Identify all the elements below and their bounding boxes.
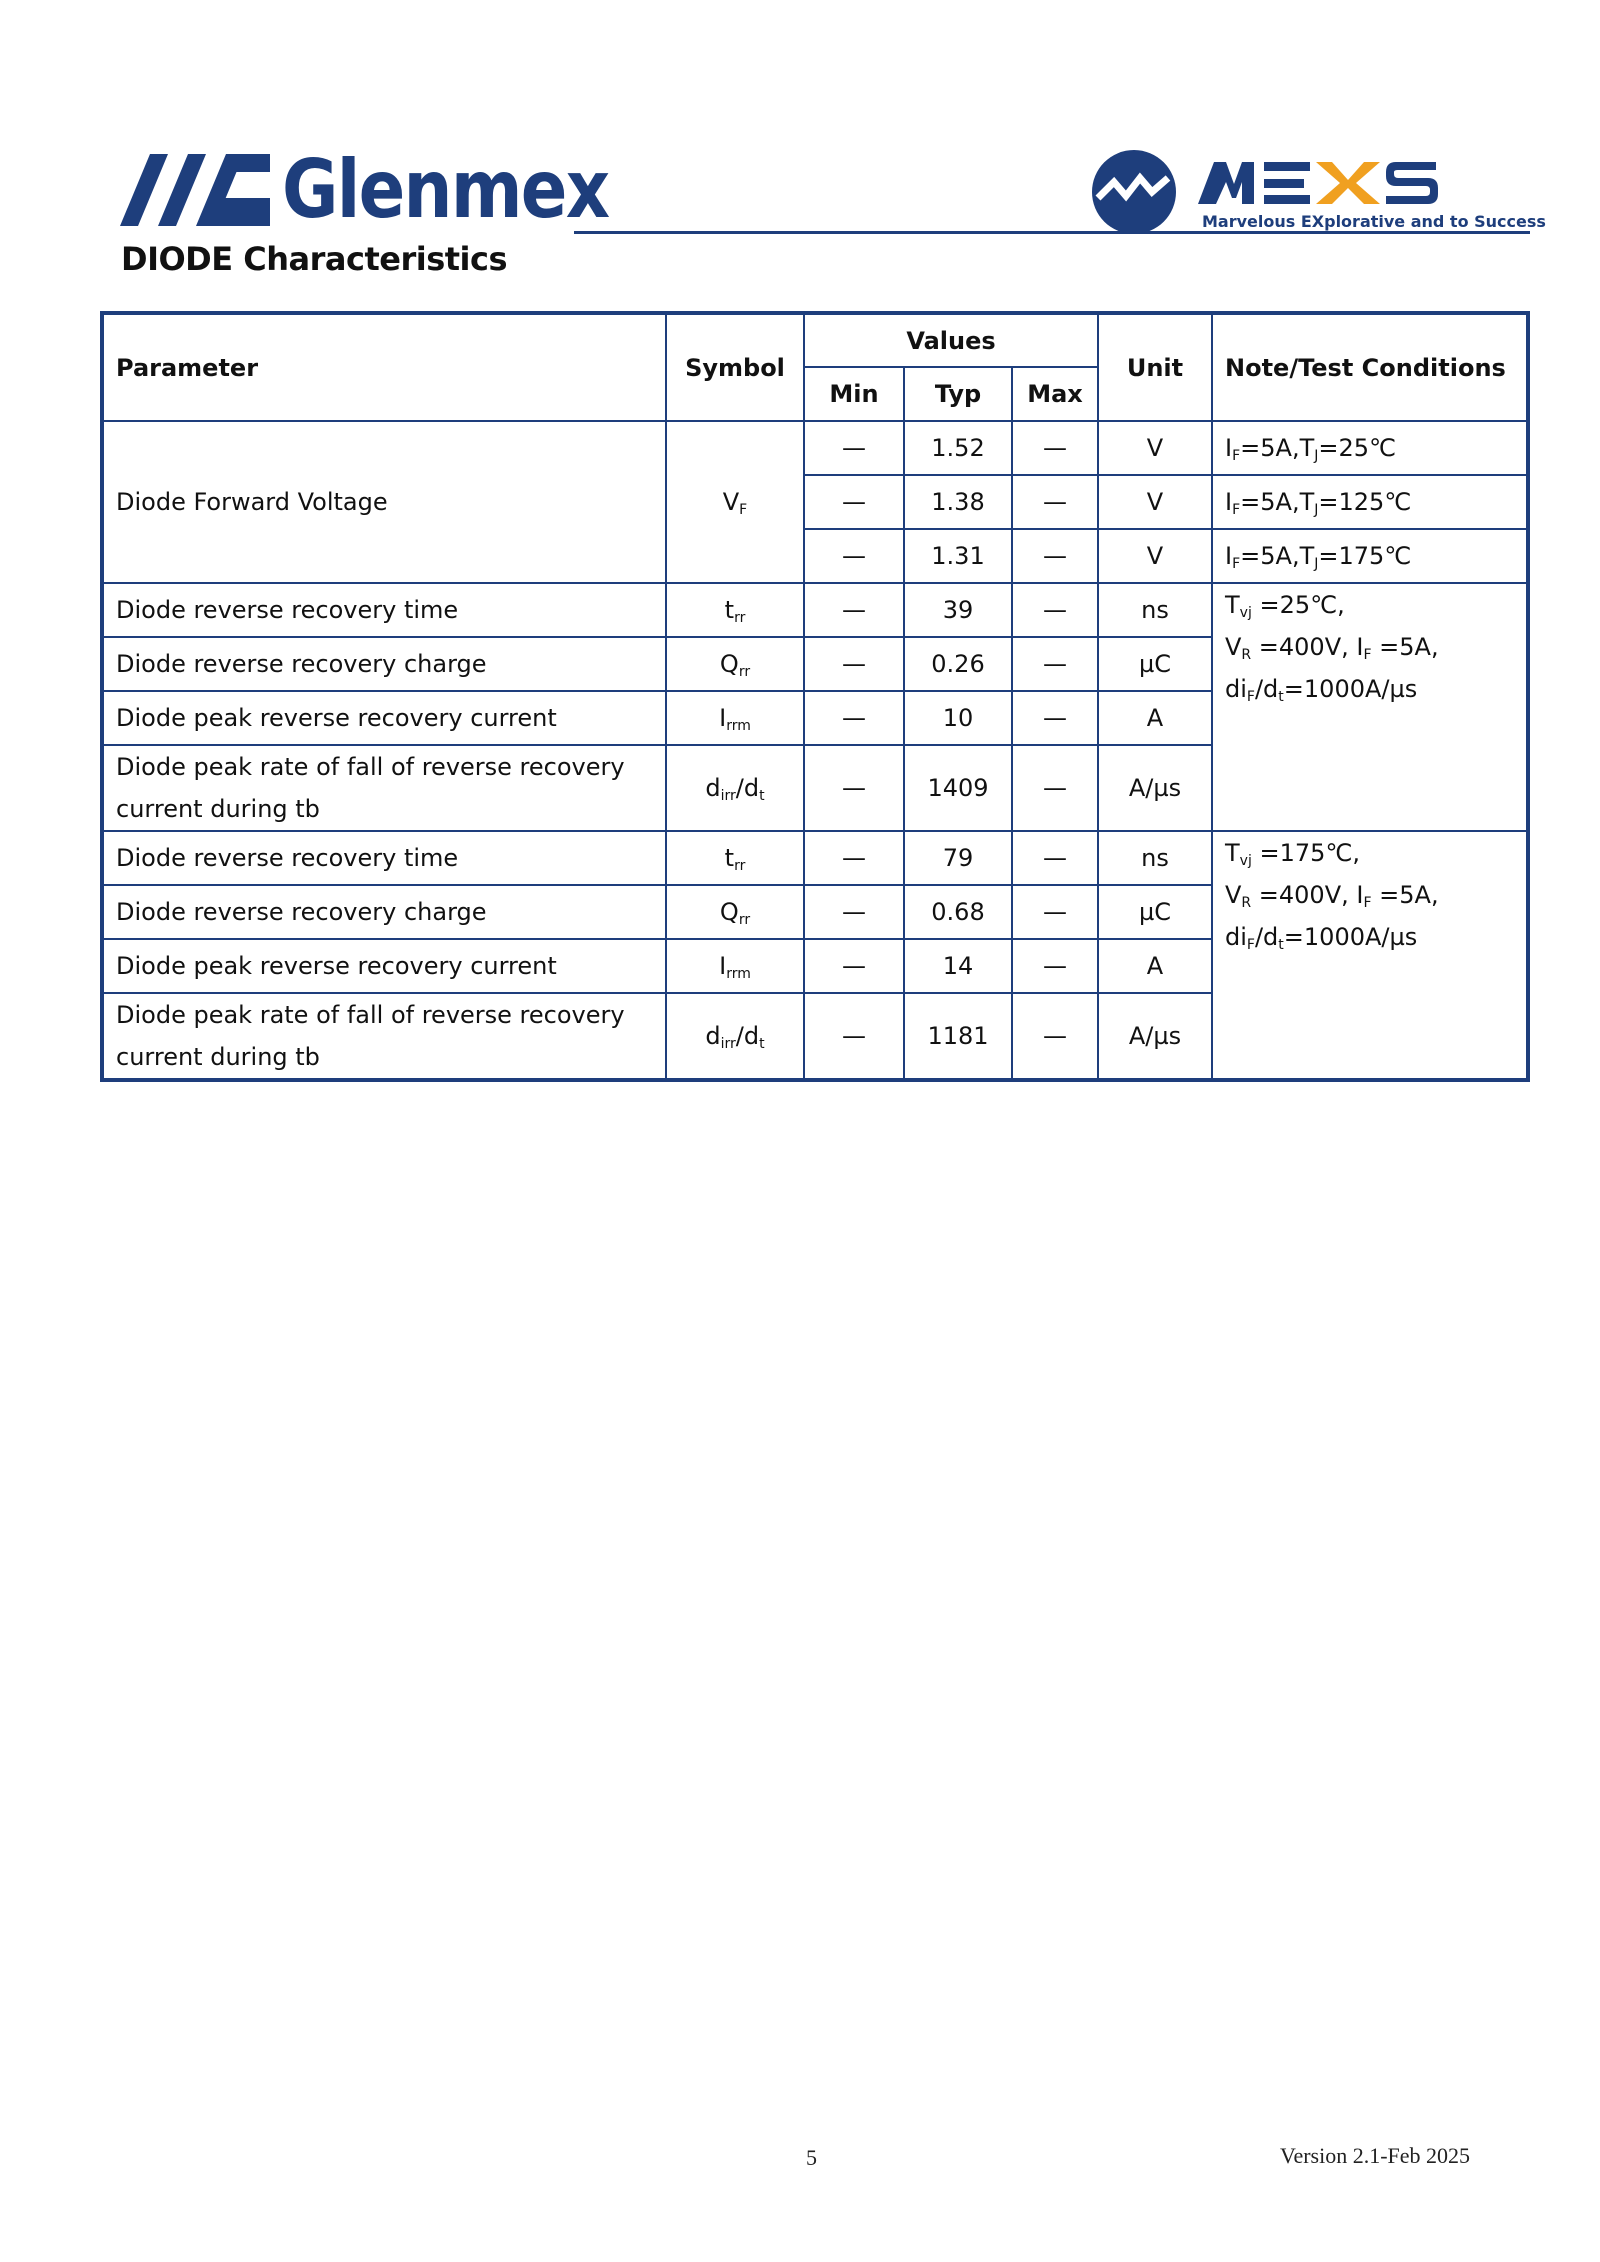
- param-cell: Diode reverse recovery charge: [102, 885, 666, 939]
- typ-cell: 1.31: [904, 529, 1012, 583]
- max-cell: —: [1012, 885, 1098, 939]
- min-cell: —: [804, 885, 904, 939]
- min-cell: —: [804, 529, 904, 583]
- param-cell: Diode reverse recovery time: [102, 831, 666, 885]
- brand-name: Glenmex: [282, 143, 609, 236]
- param-cell: Diode peak reverse recovery current: [102, 939, 666, 993]
- symbol-cell: $I_{rrm}$: [666, 939, 804, 993]
- param-cell: Diode peak rate of fall of reverse recovery current during tb: [102, 745, 666, 831]
- test-conditions-cell: [1212, 831, 1528, 1080]
- max-cell: —: [1012, 993, 1098, 1080]
- max-cell: —: [1012, 475, 1098, 529]
- min-cell: —: [804, 691, 904, 745]
- min-cell: —: [804, 583, 904, 637]
- unit-cell: A: [1098, 691, 1212, 745]
- param-cell: Diode reverse recovery time: [102, 583, 666, 637]
- table-row: [102, 421, 1528, 475]
- typ-cell: 14: [904, 939, 1012, 993]
- unit-cell: A/µs: [1098, 993, 1212, 1080]
- unit-cell: V: [1098, 529, 1212, 583]
- glenmex-logo: [120, 143, 662, 236]
- condition-line: $di_F/d_t=1000A/\mu s$: [1225, 675, 1418, 705]
- header-unit: Unit: [1098, 313, 1212, 421]
- symbol-cell: $t_{rr}$: [666, 831, 804, 885]
- symbol-cell: $Q_{rr}$: [666, 885, 804, 939]
- table-header-row: [102, 313, 1528, 367]
- unit-cell: ns: [1098, 831, 1212, 885]
- header-min: Min: [804, 367, 904, 421]
- header-max: Max: [1012, 367, 1098, 421]
- unit-cell: µC: [1098, 885, 1212, 939]
- unit-cell: µC: [1098, 637, 1212, 691]
- max-cell: —: [1012, 421, 1098, 475]
- param-cell: Diode reverse recovery charge: [102, 637, 666, 691]
- condition-line: $V_R =400V$, $I_F =5A$,: [1225, 633, 1439, 663]
- typ-cell: 1409: [904, 745, 1012, 831]
- max-cell: —: [1012, 939, 1098, 993]
- min-cell: —: [804, 939, 904, 993]
- diode-characteristics-table: [100, 311, 1530, 1082]
- symbol-cell: $I_{rrm}$: [666, 691, 804, 745]
- max-cell: —: [1012, 529, 1098, 583]
- header-values: Values: [804, 313, 1098, 367]
- table-row: [102, 831, 1528, 885]
- min-cell: —: [804, 421, 904, 475]
- min-cell: —: [804, 475, 904, 529]
- header-parameter: Parameter: [102, 313, 666, 421]
- symbol-cell: $d_{irr}/d_t$: [666, 745, 804, 831]
- typ-cell: 10: [904, 691, 1012, 745]
- condition-line: $V_R =400V$, $I_F =5A$,: [1225, 881, 1439, 911]
- condition-line: $di_F/d_t=1000A/\mu s$: [1225, 923, 1418, 953]
- typ-cell: 0.68: [904, 885, 1012, 939]
- symbol-cell: $Q_{rr}$: [666, 637, 804, 691]
- header-typ: Typ: [904, 367, 1012, 421]
- version-label: Version 2.1-Feb 2025: [1280, 2143, 1471, 2168]
- typ-cell: 1.38: [904, 475, 1012, 529]
- glenmex-mark-icon: [120, 150, 270, 230]
- unit-cell: V: [1098, 421, 1212, 475]
- note-cell: $I_F=5A,T_J=175℃$: [1212, 529, 1528, 583]
- max-cell: —: [1012, 745, 1098, 831]
- header-note: Note/Test Conditions: [1212, 313, 1528, 421]
- min-cell: —: [804, 993, 904, 1080]
- test-conditions-cell: [1212, 583, 1528, 831]
- condition-line: $T_{vj}$ =175℃,: [1225, 839, 1360, 869]
- min-cell: —: [804, 745, 904, 831]
- typ-cell: 1.52: [904, 421, 1012, 475]
- max-cell: —: [1012, 831, 1098, 885]
- min-cell: —: [804, 637, 904, 691]
- note-cell: $I_F=5A,T_J=25℃$: [1212, 421, 1528, 475]
- unit-cell: ns: [1098, 583, 1212, 637]
- param-cell: Diode peak reverse recovery current: [102, 691, 666, 745]
- unit-cell: V: [1098, 475, 1212, 529]
- typ-cell: 1181: [904, 993, 1012, 1080]
- param-cell: Diode Forward Voltage: [102, 421, 666, 583]
- mexs-tagline: Marvelous EXplorative and to Success: [1202, 212, 1546, 231]
- min-cell: —: [804, 831, 904, 885]
- symbol-cell: $V_F$: [666, 421, 804, 583]
- table-row: [102, 583, 1528, 637]
- unit-cell: A: [1098, 939, 1212, 993]
- typ-cell: 39: [904, 583, 1012, 637]
- condition-line: $T_{vj}$ =25℃,: [1225, 591, 1345, 621]
- max-cell: —: [1012, 637, 1098, 691]
- symbol-cell: $t_{rr}$: [666, 583, 804, 637]
- max-cell: —: [1012, 583, 1098, 637]
- typ-cell: 0.26: [904, 637, 1012, 691]
- page-number: 5: [806, 2145, 817, 2170]
- param-cell: Diode peak rate of fall of reverse recovery current during tb: [102, 993, 666, 1080]
- header-symbol: Symbol: [666, 313, 804, 421]
- symbol-cell: $d_{irr}/d_t$: [666, 993, 804, 1080]
- max-cell: —: [1012, 691, 1098, 745]
- unit-cell: A/µs: [1098, 745, 1212, 831]
- section-title: DIODE Characteristics: [121, 240, 508, 278]
- typ-cell: 79: [904, 831, 1012, 885]
- note-cell: $I_F=5A,T_J=125℃$: [1212, 475, 1528, 529]
